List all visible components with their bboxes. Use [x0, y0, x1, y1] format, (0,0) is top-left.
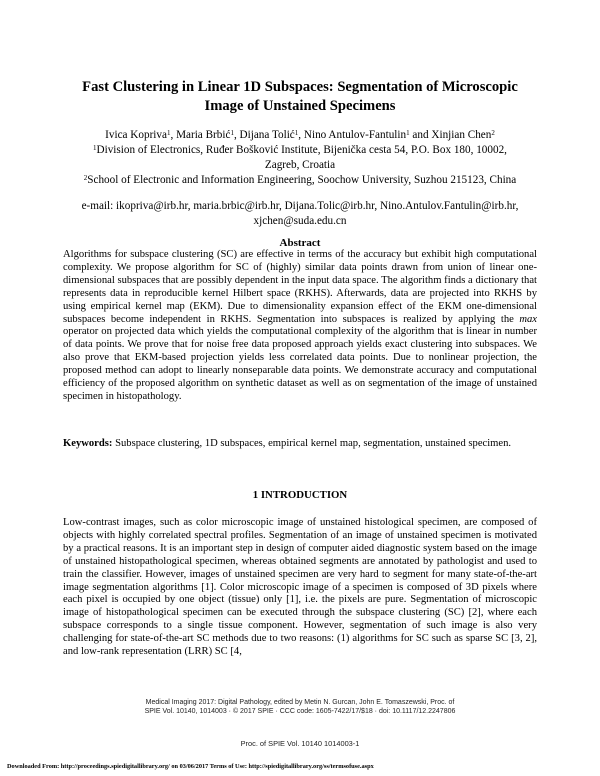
abstract-text-part-1: Algorithms for subspace clustering (SC) are effective in terms of the accuracy but exhibit high computational complexity. We propose algorithm for SC of (highly) similar data points drawn from union of linear one-dimensional subspaces that are possibly dependent in the input data space. The algorithm finds a dictionary that represents data in reproducible kernel Hilbert space (RKHS). Afterwards, data are projected into RKHS by using empirical kernel map (EKM). Due to dimensionality expansion effect of the EKM one-dimensional subspaces become independent in RKHS. Segmentation into subspaces is realized by applying the [63, 249, 537, 325]
email-line-1: e-mail: ikopriva@irb.hr, maria.brbic@irb.hr, Dijana.Tolic@irb.hr, Nino.Antulov.Fantulin@irb.hr, [81, 200, 519, 212]
introduction-text: Low-contrast images, such as color microscopic image of unstained histological specimen, are composed of objects with highly correlated spectral profiles. Segmentation of an image of unstained specimen is motivated by a practical reasons. It is an important step in design of computer aided diagnostic system based on the image of unstained histopathological specimen, whereas obtained segments are annotated by pathologist and used to train the classifier. However, images of unstained specimen are very hard to segment for many state-of-the-art image segmentation algorithms [1]. Color microscopic image of a specimen is composed of 3D pixels where each pixel is occupied by one object (tissue) only [1], i.e. the pixels are pure. Segmentation of microscopic image of histopathological specimen can be executed through the subspace clustering (SC) [2], where each subspace corresponds to a single tissue component. However, segmentation of such image is also very challenging for state-of-the-art SC methods due to two reasons: (1) algorithms for SC such as sparse SC [3, 2], and low-rank representation (LRR) SC [4, [63, 517, 537, 658]
author-name: Nino Antulov-Fantulin [303, 129, 407, 141]
affiliation-2 [50, 173, 550, 188]
author-name: Maria Brbić [176, 129, 231, 141]
author-list [50, 128, 550, 143]
author-name: Xinjian Chen [431, 129, 492, 141]
download-notice: Downloaded From: http://proceedings.spiedigitallibrary.org/ on 03/06/2017 Terms of Use: http://spiedigitallibrary.org/ss/termsofuse.aspx [7, 763, 374, 770]
author-affiliation-mark: 1 [294, 129, 299, 137]
author-separator: , [170, 129, 177, 141]
title-line-1: Fast Clustering in Linear 1D Subspaces: Segmentation of Microscopic [82, 79, 518, 95]
keywords [63, 438, 537, 451]
affiliation-1 [50, 143, 550, 173]
keywords-text: Subspace clustering, 1D subspaces, empirical kernel map, segmentation, unstained specimen. [112, 438, 512, 449]
author-affiliation-mark: 1 [166, 129, 171, 137]
title-line-2: Image of Unstained Specimens [204, 98, 396, 114]
affiliation-1-line-1: Division of Electronics, Ruđer Bošković Institute, Bijenička cesta 54, P.O. Box 180, 10002, [96, 144, 507, 156]
author-separator: and [409, 129, 432, 141]
abstract-italic-term: max [519, 313, 537, 325]
abstract-text [63, 249, 537, 404]
author-name: Dijana Tolić [239, 129, 295, 141]
author-name: Ivica Kopriva [105, 129, 167, 141]
affiliation-mark: 2 [83, 174, 88, 182]
abstract-text-part-2: operator on projected data which yields the computational complexity of the algorithm that is linear in number of data points. We prove that for noise free data proposed approach yields exact clustering into subspaces. We also prove that EKM-based projection yields less correlated data points. Due to nonlinear projection, the proposed method can adopt to linearly nonseparable data points. We demonstrate accuracy and computational efficiency of the proposed algorithm on synthetic dataset as well as on segmentation of the image of unstained specimen in histopathology. [63, 326, 537, 402]
paper-title [60, 78, 540, 116]
affiliation-2-text: School of Electronic and Information Engineering, Soochow University, Suzhou 215123, China [87, 174, 517, 186]
author-separator: , [298, 129, 304, 141]
author-separator: , [233, 129, 240, 141]
citation-footnote [100, 698, 500, 716]
affiliation-mark: 1 [93, 144, 97, 152]
email-line-2: xjchen@suda.edu.cn [253, 215, 347, 227]
abstract-heading: Abstract [279, 237, 321, 249]
author-affiliation-mark: 1 [230, 129, 234, 137]
affiliation-1-line-2: Zagreb, Croatia [264, 159, 336, 171]
author-affiliation-mark: 1 [406, 129, 410, 137]
author-affiliation-mark: 2 [491, 129, 495, 137]
citation-line-1: Medical Imaging 2017: Digital Pathology, edited by Metin N. Gurcan, John E. Tomaszewski, Proc. of [145, 699, 455, 706]
page-number: Proc. of SPIE Vol. 10140 1014003-1 [240, 739, 360, 748]
citation-line-2: SPIE Vol. 10140, 1014003 · © 2017 SPIE · CCC code: 1605-7422/17/$18 · doi: 10.1117/12.2247806 [144, 708, 456, 715]
email-list [50, 199, 550, 229]
section-heading-introduction: 1 INTRODUCTION [252, 489, 348, 501]
keywords-label: Keywords: [63, 438, 113, 449]
